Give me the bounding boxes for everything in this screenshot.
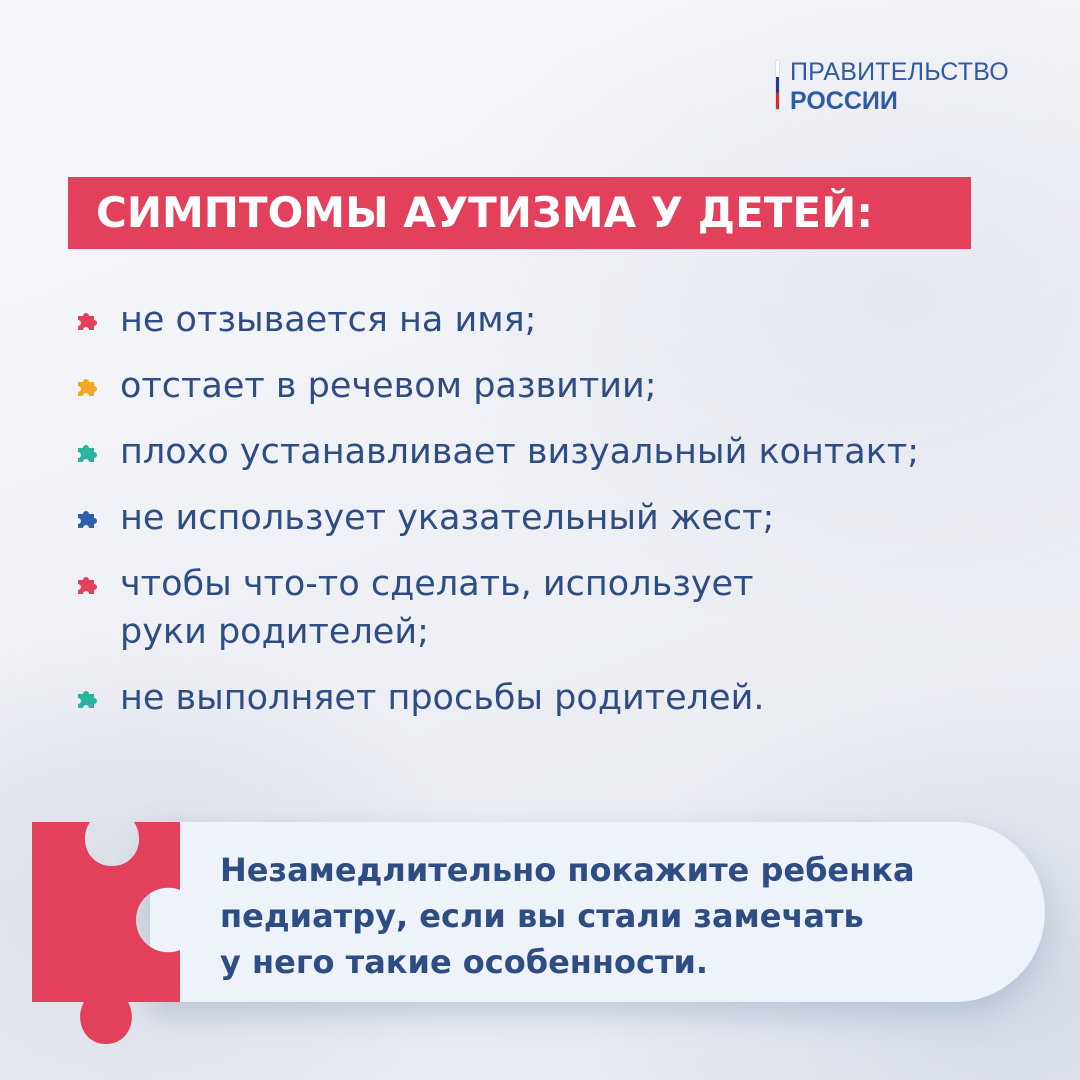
list-item-text: не использует указательный жест; (120, 498, 775, 538)
logo-line-1: ПРАВИТЕЛЬСТВО (790, 58, 1009, 86)
page-title: СИМПТОМЫ АУТИЗМА У ДЕТЕЙ: (68, 177, 971, 249)
puzzle-bullet-icon (72, 376, 100, 398)
note-line-3: у него такие особенности. (220, 943, 709, 981)
list-item (72, 560, 919, 656)
flag-bar-icon (776, 61, 779, 109)
puzzle-piece-icon (32, 822, 192, 1050)
puzzle-bullet-icon (72, 688, 100, 710)
list-item (72, 362, 919, 410)
list-item-text: не выполняет просьбы родителей. (120, 678, 765, 718)
puzzle-bullet-icon (72, 508, 100, 530)
list-item-text: не отзывается на имя; (120, 300, 537, 340)
note-text (220, 847, 1020, 985)
list-item-text: плохо устанавливает визуальный контакт; (120, 432, 920, 472)
puzzle-bullet-icon (72, 574, 100, 596)
government-logo (776, 58, 1009, 116)
list-item (72, 674, 919, 722)
logo-line-2: РОССИИ (790, 86, 898, 115)
list-item (72, 428, 919, 476)
puzzle-bullet-icon (72, 442, 100, 464)
list-item (72, 296, 919, 344)
symptom-list (72, 296, 919, 740)
list-item-text: отстает в речевом развитии; (120, 366, 657, 406)
list-item-text-continued: руки родителей; (120, 612, 429, 652)
note-line-1: Незамедлительно покажите ребенка (220, 851, 915, 889)
note-line-2: педиатру, если вы стали замечать (220, 897, 864, 935)
puzzle-bullet-icon (72, 310, 100, 332)
list-item (72, 494, 919, 542)
list-item-text: чтобы что-то сделать, использует (120, 564, 754, 604)
